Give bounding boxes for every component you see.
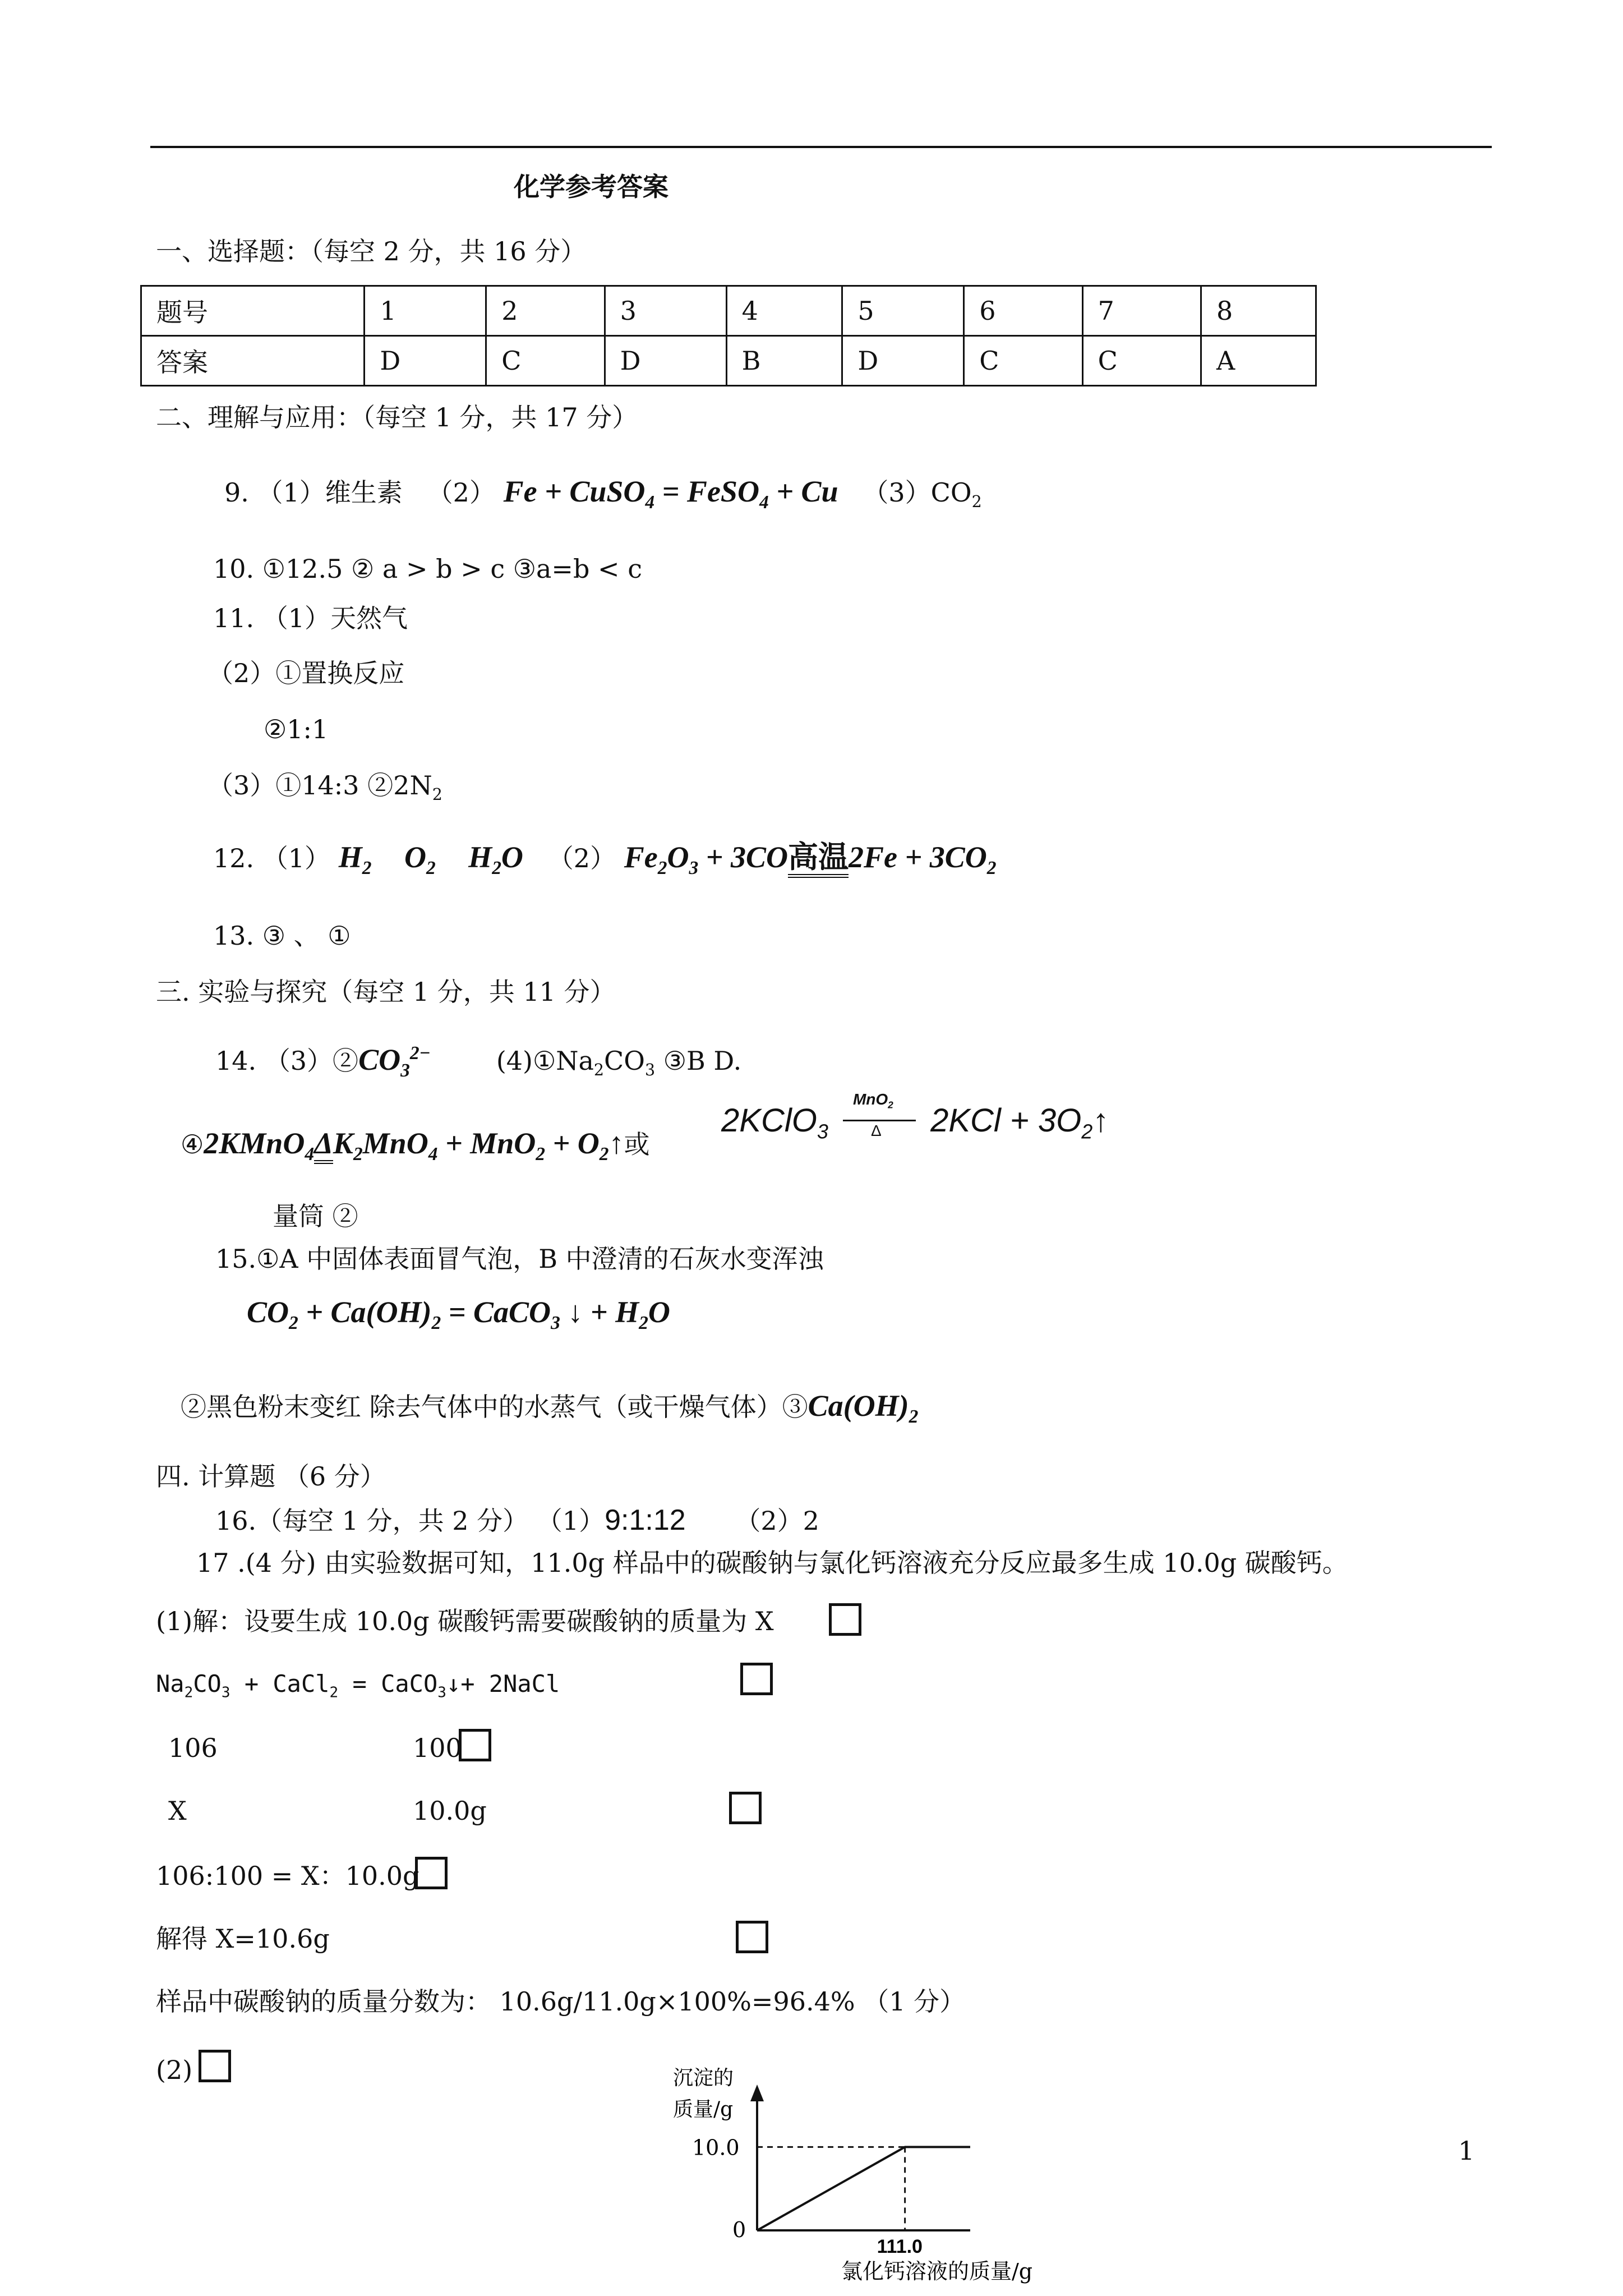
solution-step-1: (1)解：设要生成 10.0g 碳酸钙需要碳酸钠的质量为 X: [156, 1606, 774, 1636]
solution-step-7: 样品中碳酸钠的质量分数为： 10.6g/11.0g×100%=96.4% （1 分）: [156, 1986, 966, 2017]
y-axis-label: 沉淀的: [673, 2067, 734, 2090]
q13: 13. ③ 、 ①: [213, 921, 351, 951]
cell-answer: C: [1082, 336, 1201, 386]
q11-a3: （3）①14:3 $②2N_2$: [208, 770, 442, 804]
q9: 9. （1）维生素 （2） Fe + CuSO$_4$ = FeSO$_4$ + Cu $(3)CO_2$: [224, 475, 982, 513]
answer-box[interactable]: [740, 1663, 773, 1695]
cell-number: 4: [726, 286, 842, 336]
answer-box[interactable]: [829, 1603, 861, 1636]
kclo3-equation: 2KClO$_3$ MnO$_2$ Δ $2KCl + 3O_2↑$: [721, 1090, 1109, 1143]
cell-number: 8: [1201, 286, 1316, 336]
q15-equation: $CO_2 + Ca(OH)_2$ = CaCO$_3$ ↓ + $H_2O$: [247, 1295, 670, 1333]
y-axis-arrow: [750, 2085, 764, 2101]
q11-head: 11. （1）天然气: [213, 603, 408, 633]
solution-step-3-left: 106: [168, 1733, 218, 1763]
table-row: [141, 286, 1316, 336]
cell-number: 1: [365, 286, 486, 336]
row-label-number: 题号: [141, 286, 365, 336]
cell-number: 5: [842, 286, 964, 336]
q14-line2: 量筒 ②: [273, 1201, 358, 1231]
solution-step-6: 解得 X=10.6g: [156, 1924, 330, 1954]
top-rule: [150, 146, 1492, 148]
answer-box[interactable]: [729, 1792, 762, 1824]
y-tick-label: 10.0: [692, 2135, 740, 2160]
solution-step-4-right: 10.0g: [413, 1796, 487, 1826]
section4-heading: 四. 计算题 （6 分）: [156, 1461, 386, 1492]
precipitate-chart: [656, 2059, 1116, 2294]
x-tick-label: 111.0: [877, 2236, 923, 2257]
solution-step-8: (2): [156, 2055, 193, 2085]
page-title: 化学参考答案: [514, 172, 668, 202]
answer-box[interactable]: [199, 2050, 231, 2082]
cell-number: 2: [486, 286, 605, 336]
q10: 10. ①12.5 ② a > b > c ③a=b < c: [213, 554, 642, 584]
section2-heading: 二、理解与应用：（每空 1 分，共 17 分）: [156, 402, 638, 432]
q12-equation: $Fe_2O_3 + 3CO$高温$2Fe + 3CO_2$: [624, 840, 997, 878]
answer-box[interactable]: [736, 1921, 768, 1953]
section1-heading: 一、选择题：（每空 2 分，共 16 分）: [156, 236, 587, 266]
answer-box[interactable]: [459, 1729, 491, 1761]
solution-step-4-left: X: [168, 1796, 187, 1826]
cell-answer: B: [726, 336, 842, 386]
solution-step-2: $Na_2CO_3$ + CaCl$_2$ = CaCO$_3$↓+ 2NaCl: [156, 1670, 560, 1701]
cell-number: 3: [605, 286, 726, 336]
cell-answer: D: [365, 336, 486, 386]
q12: 12. （1） $H_2$ $O_2$ $H_2O$ （2） $Fe_2O_3 + 3CO$高温$2Fe + 3CO_2$: [213, 840, 997, 878]
q9-equation: Fe + CuSO$_4$ = FeSO$_4$ + Cu: [503, 475, 838, 513]
answer-table: [140, 285, 1317, 386]
q15-line1: 15.①A 中固体表面冒气泡，B 中澄清的石灰水变浑浊: [215, 1244, 824, 1274]
answer-box[interactable]: [415, 1857, 448, 1889]
q15-line3: ②黑色粉末变红 除去气体中的水蒸气（或干燥气体）$③Ca(OH)_2$: [181, 1389, 919, 1427]
row-label-answer: 答案: [141, 336, 365, 386]
q11-a2b: ②1:1: [264, 714, 329, 744]
page-number: 1: [1458, 2136, 1475, 2166]
cell-answer: C: [964, 336, 1082, 386]
cell-answer: D: [842, 336, 964, 386]
q17-intro: 17 .(4 分) 由实验数据可知，11.0g 样品中的碳酸钠与氯化钙溶液充分反应最多生成 10.0g 碳酸钙。: [196, 1548, 1348, 1578]
q14: 14. $(3)②CO_3^{2-}$ $(4)①Na_2CO_3$ ③B D.: [215, 1043, 742, 1081]
cell-number: 7: [1082, 286, 1201, 336]
solution-step-3-right: 100: [413, 1733, 462, 1763]
cell-answer: A: [1201, 336, 1316, 386]
cell-answer: C: [486, 336, 605, 386]
solution-step-5: 106:100 = X：10.0g: [156, 1861, 419, 1891]
x-axis-label: 氯化钙溶液的质量/g: [841, 2259, 1033, 2284]
q16: 16.（每空 1 分，共 2 分） （1）9:1:12 （2）2: [215, 1504, 819, 1536]
q14-equation-line: $④2KMnO_4\Delta K_2MnO_4 + MnO_2$ + $O_2↑$或: [181, 1126, 650, 1165]
cell-number: 6: [964, 286, 1082, 336]
series-line: [757, 2147, 970, 2230]
cell-answer: D: [605, 336, 726, 386]
section3-heading: 三. 实验与探究（每空 1 分，共 11 分）: [156, 977, 616, 1007]
y-axis-label: 质量/g: [673, 2098, 734, 2121]
q11-a2: （2）①置换反应: [208, 658, 405, 688]
origin-label: 0: [732, 2217, 746, 2242]
table-row: [141, 336, 1316, 386]
